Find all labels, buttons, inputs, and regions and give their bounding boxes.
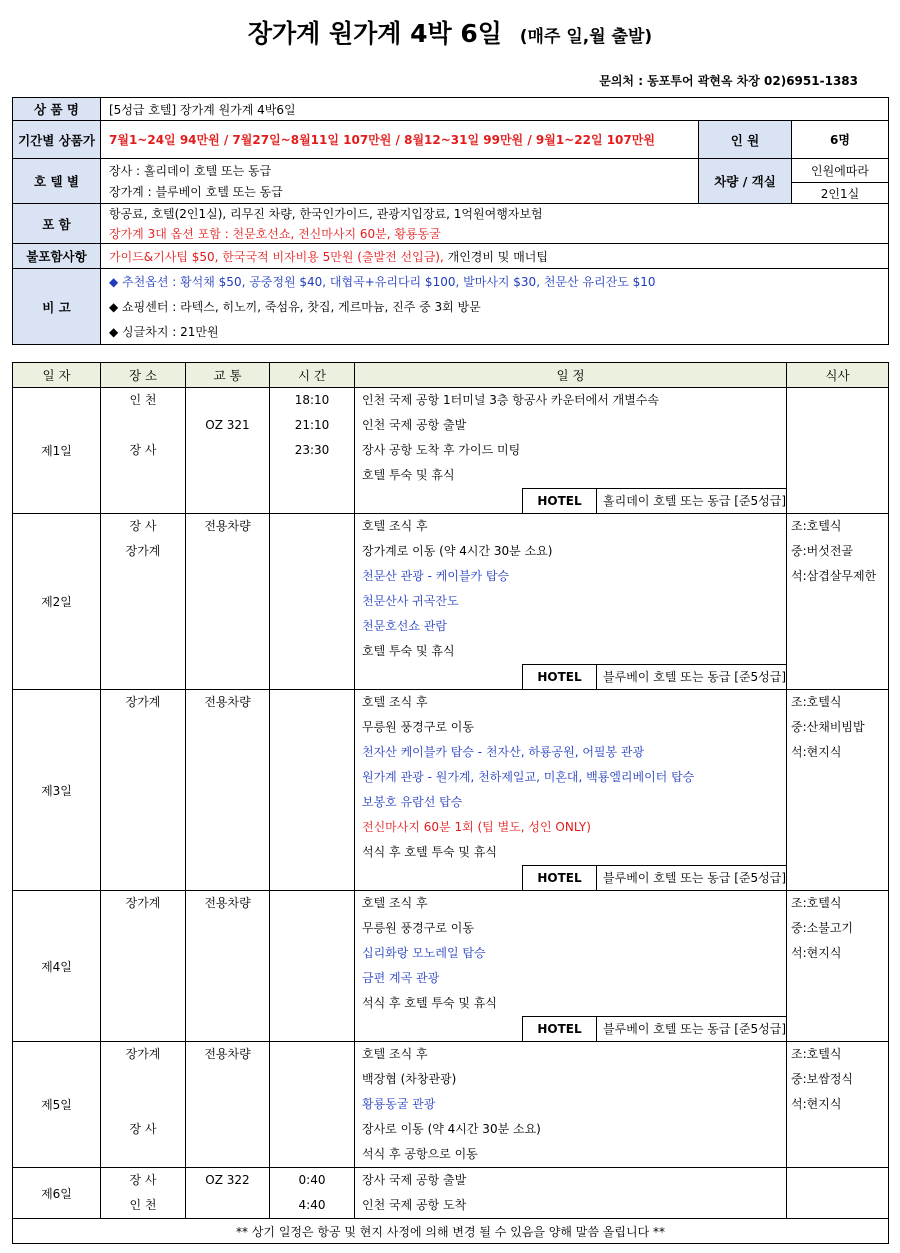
transport-line (186, 1193, 269, 1218)
place-cell (101, 891, 186, 1042)
meal-line: 석:현지식 (791, 1097, 842, 1111)
meal-cell (787, 891, 889, 1042)
meal-cell (787, 690, 889, 891)
hotel-name: 블루베이 호텔 또는 동급 [준5성급] (596, 1017, 786, 1042)
place-line (101, 463, 185, 488)
transport-line (186, 463, 269, 488)
schedule-item: 황룡동굴 관광 (362, 1097, 436, 1111)
time-cell (270, 1168, 355, 1219)
product-info-table (12, 97, 889, 345)
meal-line: 중:산채비빔밥 (791, 720, 865, 734)
time-line: 21:10 (294, 418, 330, 432)
day-label: 제4일 (13, 891, 101, 1042)
place-cell (101, 1042, 186, 1168)
place-line: 인 천 (129, 1198, 157, 1212)
meal-line: 조:호텔식 (791, 519, 842, 533)
title-main: 장가계 원가계 4박 6일 (247, 19, 502, 48)
transport-line: 전용차량 (204, 896, 251, 910)
place-line: 장 사 (129, 443, 157, 457)
transport-line: 전용차량 (204, 695, 251, 709)
schedule-item: 호텔 조식 후 (362, 896, 428, 910)
meal-cell (787, 514, 889, 690)
transport-line: 전용차량 (204, 519, 251, 533)
meal-cell (787, 1168, 889, 1219)
meal-line: 석:현지식 (791, 946, 842, 960)
meal-line: 중:소불고기 (791, 921, 854, 935)
contact-info: 문의처 : 동포투어 곽현옥 차장 02)6951-1383 (599, 74, 858, 88)
hotel-label: HOTEL (537, 1022, 582, 1036)
meal-line: 석:현지식 (791, 745, 842, 759)
schedule-item: 호텔 조식 후 (362, 695, 428, 709)
time-cell (270, 514, 355, 690)
itinerary-table (12, 362, 889, 1244)
day-label: 제6일 (13, 1168, 101, 1219)
place-line: 장가계 (125, 544, 161, 558)
schedule-item: 무릉원 풍경구로 이동 (362, 921, 474, 935)
time-line: 0:40 (298, 1173, 326, 1187)
schedule-item: 인천 국제 공항 출발 (362, 418, 467, 432)
hotel-label: HOTEL (537, 871, 582, 885)
day-row (13, 1168, 889, 1219)
schedule-item: 십리화랑 모노레일 탑승 (362, 946, 486, 960)
hotel-row (522, 488, 786, 513)
schedule-item: 호텔 조식 후 (362, 519, 428, 533)
schedule-cell (355, 891, 787, 1042)
price-value: 7월1~24일 94만원 / 7월27일~8월11일 107만원 / 8월12~31일 99만원 / 9월1~22일 107만원 (101, 121, 699, 159)
schedule-item: 천문호선쇼 관람 (362, 619, 447, 633)
price-label: 기간별 상품가 (13, 121, 101, 159)
header-day: 일 자 (13, 363, 101, 388)
schedule-item: 장사로 이동 (약 4시간 30분 소요) (362, 1122, 541, 1136)
time-line: 23:30 (294, 443, 330, 457)
schedule-cell (355, 1168, 787, 1219)
transport-cell (186, 388, 270, 514)
schedule-item: 석식 후 공항으로 이동 (362, 1147, 478, 1161)
schedule-item: 인천 국제 공항 1터미널 3층 항공사 카운터에서 개별수속 (362, 393, 659, 407)
hotel-line-2: 장가계 : 블루베이 호텔 또는 동급 (109, 185, 283, 199)
schedule-item: 석식 후 호텔 투숙 및 휴식 (362, 845, 497, 859)
transport-line: OZ 322 (205, 1173, 250, 1187)
place-line: 장 사 (129, 519, 157, 533)
exclude-red: 가이드&기사팁 $50, 한국국적 비자비용 5만원 (출발전 선입금), (109, 249, 444, 264)
place-line: 인 천 (129, 393, 157, 407)
schedule-item: 호텔 투숙 및 휴식 (362, 468, 455, 482)
day-row (13, 1042, 889, 1168)
transport-cell (186, 1042, 270, 1168)
schedule-item: 백장협 (차창관광) (362, 1072, 457, 1086)
include-label: 포 함 (13, 204, 101, 244)
place-line: 장 사 (129, 1173, 157, 1187)
transport-cell (186, 690, 270, 891)
schedule-item: 인천 국제 공항 도착 (362, 1198, 467, 1212)
vehicle-label: 차량 / 객실 (699, 159, 792, 204)
schedule-item: 장사 국제 공항 출발 (362, 1173, 467, 1187)
day-row (13, 514, 889, 690)
hotel-row (522, 865, 786, 890)
hotel-name: 홀리데이 호텔 또는 동급 [준5성급] (596, 489, 786, 514)
schedule-cell (355, 690, 787, 891)
title-sub: (매주 일,월 출발) (519, 27, 653, 47)
room-value: 2인1실 (792, 183, 889, 204)
header-time: 시 간 (270, 363, 355, 388)
schedule-item: 천문산사 귀곡잔도 (362, 594, 459, 608)
transport-cell (186, 1168, 270, 1219)
note-line-1: ◆ 추천옵션 : 황석채 $50, 공중정원 $40, 대협곡+유리다리 $100, 발마사지 $30, 천문산 유리잔도 $10 (109, 274, 656, 289)
meal-line: 조:호텔식 (791, 1047, 842, 1061)
time-line (270, 463, 354, 488)
place-cell (101, 388, 186, 514)
hotel-label: 호 텔 별 (13, 159, 101, 204)
schedule-item: 호텔 투숙 및 휴식 (362, 644, 455, 658)
time-cell (270, 690, 355, 891)
schedule-item: 원가계 관광 - 원가계, 천하제일교, 미혼대, 백룡엘리베이터 탑승 (362, 770, 695, 784)
include-value (101, 204, 889, 244)
schedule-item: 장사 공항 도착 후 가이드 미팅 (362, 443, 521, 457)
hotel-row (522, 1016, 786, 1041)
meal-line: 중:보쌈정식 (791, 1072, 854, 1086)
hotel-line-1: 장사 : 홀리데이 호텔 또는 동급 (109, 164, 272, 178)
note-label: 비 고 (13, 269, 101, 345)
time-line: 18:10 (294, 393, 330, 407)
header-meal: 식사 (787, 363, 889, 388)
vehicle-value: 인원에따라 (792, 159, 889, 183)
place-cell (101, 690, 186, 891)
hotel-name: 블루베이 호텔 또는 동급 [준5성급] (596, 665, 786, 690)
transport-cell (186, 514, 270, 690)
people-value: 6명 (792, 121, 889, 159)
meal-cell (787, 388, 889, 514)
day-label: 제1일 (13, 388, 101, 514)
include-line-2: 장가계 3대 옵션 포함 : 천문호선쇼, 전신마사지 60분, 황룡동굴 (109, 227, 441, 241)
note-line-3: ◆ 싱글차지 : 21만원 (109, 324, 219, 339)
place-line (101, 413, 185, 438)
time-cell (270, 891, 355, 1042)
hotel-row (522, 664, 786, 689)
include-line-1: 항공료, 호텔(2인1실), 리무진 차량, 한국인가이드, 관광지입장료, 1억원여행자보험 (109, 207, 543, 221)
day-row (13, 690, 889, 891)
meal-line: 조:호텔식 (791, 896, 842, 910)
schedule-cell (355, 1042, 787, 1168)
place-line: 장가계 (125, 896, 161, 910)
schedule-item: 천자산 케이블카 탑승 - 천자산, 하룡공원, 어필봉 관광 (362, 745, 645, 759)
place-line: 장가계 (125, 1047, 161, 1061)
people-label: 인 원 (699, 121, 792, 159)
schedule-item: 전신마사지 60분 1회 (팁 별도, 성인 ONLY) (362, 820, 591, 834)
exclude-label: 불포함사항 (13, 244, 101, 269)
day-label: 제3일 (13, 690, 101, 891)
place-cell (101, 1168, 186, 1219)
schedule-item: 보봉호 유람선 탑승 (362, 795, 463, 809)
schedule-cell (355, 514, 787, 690)
place-cell (101, 514, 186, 690)
day-label: 제5일 (13, 1042, 101, 1168)
day-label: 제2일 (13, 514, 101, 690)
product-value: [5성급 호텔] 장가계 원가계 4박6일 (101, 98, 889, 121)
product-label: 상 품 명 (13, 98, 101, 121)
transport-line: OZ 321 (205, 418, 250, 432)
place-line (101, 1067, 185, 1092)
hotel-label: HOTEL (537, 494, 582, 508)
time-line: 4:40 (298, 1198, 326, 1212)
transport-line (186, 438, 269, 463)
hotel-name: 블루베이 호텔 또는 동급 [준5성급] (596, 866, 786, 891)
time-cell (270, 1042, 355, 1168)
schedule-item: 금편 계곡 관광 (362, 971, 440, 985)
schedule-item: 호텔 조식 후 (362, 1047, 428, 1061)
place-line (101, 1142, 185, 1167)
note-line-2: ◆ 쇼핑센터 : 라텍스, 히노끼, 죽섬유, 찻집, 게르마늄, 진주 중 3회 방문 (109, 299, 481, 314)
page-title (0, 14, 900, 50)
schedule-item: 천문산 관광 - 케이블카 탑승 (362, 569, 510, 583)
transport-line (186, 388, 269, 413)
schedule-item: 석식 후 호텔 투숙 및 휴식 (362, 996, 497, 1010)
time-cell (270, 388, 355, 514)
transport-line: 전용차량 (204, 1047, 251, 1061)
day-row (13, 388, 889, 514)
header-place: 장 소 (101, 363, 186, 388)
header-transport: 교 통 (186, 363, 270, 388)
transport-cell (186, 891, 270, 1042)
meal-line: 석:삼겹살무제한 (791, 569, 877, 583)
schedule-cell (355, 388, 787, 514)
meal-line: 중:버섯전골 (791, 544, 854, 558)
exclude-black: 개인경비 및 매너팁 (443, 249, 548, 264)
hotel-value (101, 159, 699, 204)
hotel-label: HOTEL (537, 670, 582, 684)
schedule-item: 무릉원 풍경구로 이동 (362, 720, 474, 734)
header-schedule: 일 정 (355, 363, 787, 388)
footer-note: ** 상기 일정은 항공 및 현지 사정에 의해 변경 될 수 있음을 양해 말씀 올립니다 ** (13, 1219, 889, 1244)
place-line: 장가계 (125, 695, 161, 709)
schedule-item: 장가계로 이동 (약 4시간 30분 소요) (362, 544, 553, 558)
note-value (101, 269, 889, 345)
place-line (101, 1092, 185, 1117)
meal-line: 조:호텔식 (791, 695, 842, 709)
meal-cell (787, 1042, 889, 1168)
day-row (13, 891, 889, 1042)
place-line: 장 사 (129, 1122, 157, 1136)
exclude-value (101, 244, 889, 269)
